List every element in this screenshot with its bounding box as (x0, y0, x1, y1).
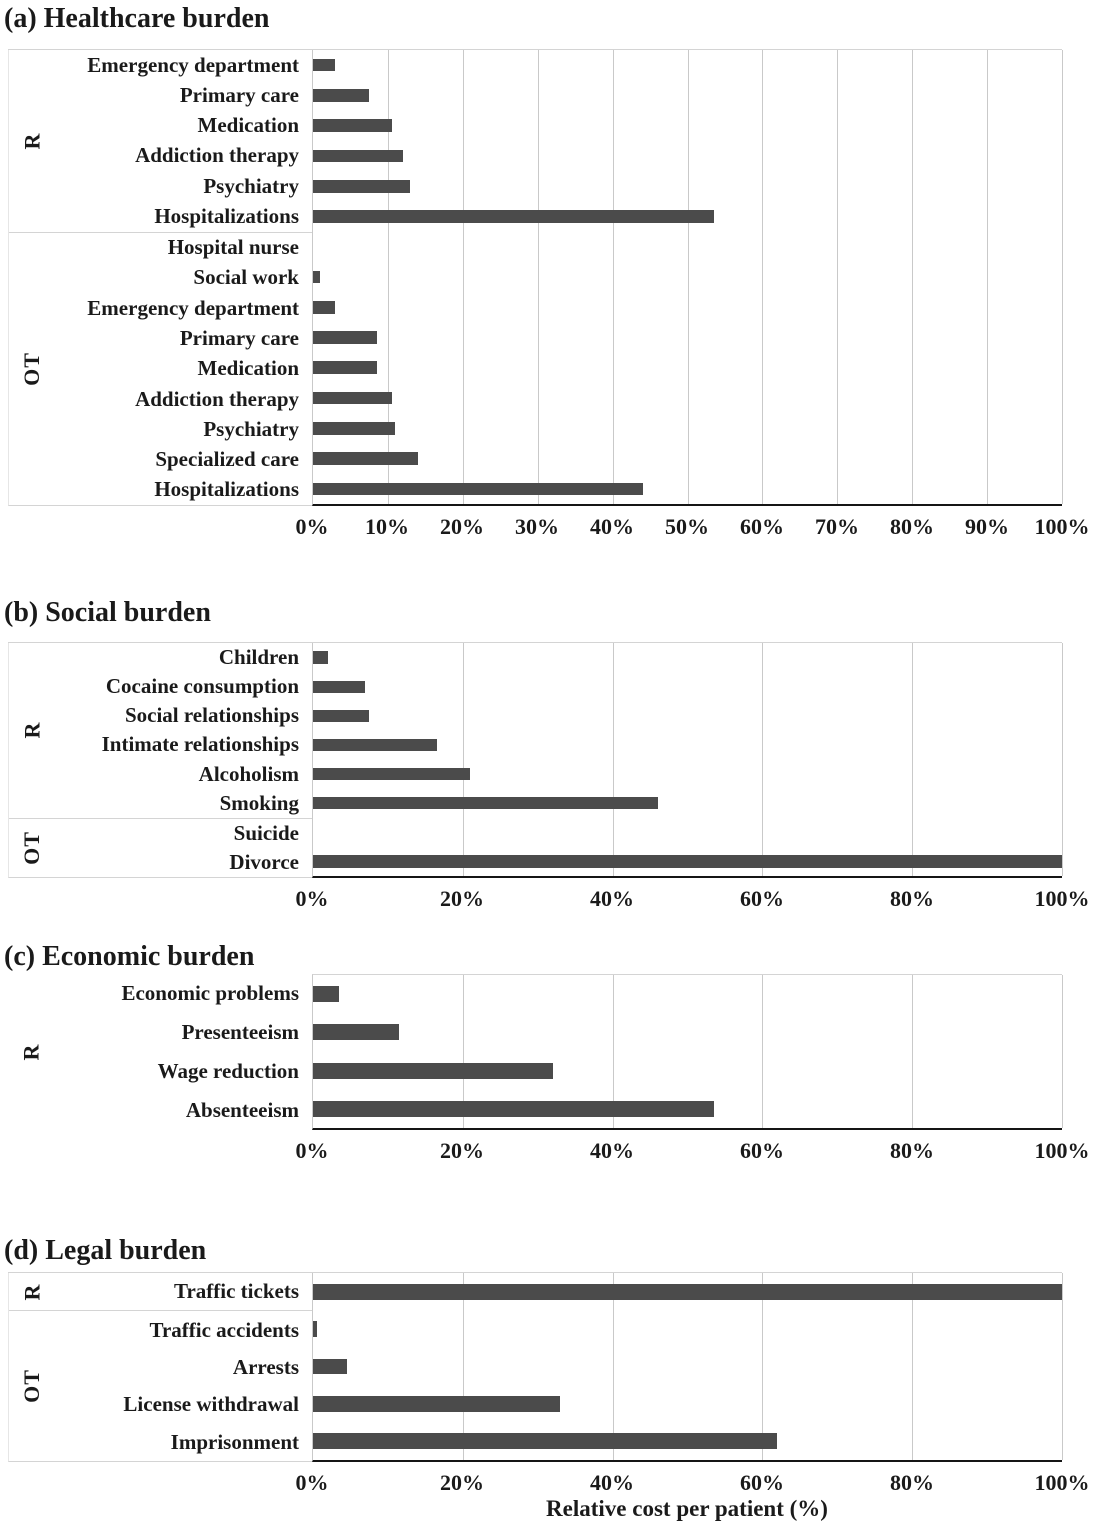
x-axis-ticks (295, 1462, 1090, 1495)
category-label: Social relationships (124, 703, 299, 728)
bar (313, 681, 365, 693)
bar-row (313, 701, 1062, 730)
chart-body (8, 974, 1062, 1130)
tick-label: 60% (740, 1470, 784, 1495)
bar-row (313, 760, 1062, 789)
tick-label: 0% (295, 514, 329, 539)
category-label: Intimate relationships (101, 732, 299, 757)
bar (313, 59, 335, 72)
bar-row (313, 847, 1062, 876)
tick-label: 0% (295, 886, 329, 911)
bar (313, 422, 395, 435)
category-label: Absenteeism (185, 1098, 299, 1122)
bar (313, 1359, 347, 1375)
bar-group-ot (313, 818, 1062, 876)
group-ot (9, 1310, 312, 1461)
category-labels (55, 643, 312, 818)
category-labels (55, 233, 312, 505)
bar (313, 1321, 317, 1337)
tick-label: 80% (890, 886, 934, 911)
bar-row (313, 232, 1062, 262)
bar-row (313, 262, 1062, 292)
plot-area (312, 643, 1062, 878)
group-r (9, 643, 312, 818)
group-label: R (18, 1283, 44, 1301)
category-label: Medication (197, 356, 299, 381)
group-label: R (17, 1043, 43, 1061)
tick-label: 80% (890, 514, 934, 539)
category-labels (55, 1311, 312, 1461)
tick-label: 0% (295, 1138, 329, 1163)
bar (313, 1284, 1062, 1300)
category-label: Medication (197, 113, 299, 138)
category-label: Alcoholism (198, 761, 299, 786)
bar (313, 1396, 560, 1412)
gridline (1062, 1273, 1063, 1460)
bar-row (313, 1090, 1062, 1128)
bar-group-ot (313, 232, 1062, 504)
category-label: Hospitalizations (154, 477, 299, 502)
tick-label: 10% (365, 514, 409, 539)
bar-row (313, 975, 1062, 1013)
bar-row (313, 353, 1062, 383)
x-axis-ticks (295, 1130, 1090, 1170)
category-label: Traffic tickets (174, 1279, 299, 1304)
category-label: Arrests (232, 1355, 299, 1380)
bar-row (313, 643, 1062, 672)
tick-label: 20% (440, 886, 484, 911)
bar-row (313, 1423, 1062, 1460)
bar (313, 180, 410, 193)
chart-body (8, 1272, 1062, 1462)
group-ot (9, 818, 312, 877)
tick-label: 0% (295, 1470, 329, 1495)
plot-area (312, 50, 1062, 506)
tick-label: 20% (440, 1138, 484, 1163)
group-label: OT (18, 830, 44, 865)
category-label: Addiction therapy (135, 386, 299, 411)
tick-label: 60% (740, 1138, 784, 1163)
bar-row (313, 413, 1062, 443)
bar (313, 271, 320, 284)
group-label-cell (9, 819, 55, 877)
gridline (1062, 50, 1063, 504)
category-label: Social work (193, 265, 299, 290)
bar (313, 1101, 714, 1117)
group-label-cell (9, 50, 55, 232)
bar-row (313, 1385, 1062, 1422)
category-axis (8, 974, 312, 1130)
bar-row (313, 1348, 1062, 1385)
bar (313, 710, 369, 722)
x-axis-ticks (295, 506, 1090, 546)
bar-group-ot (313, 1310, 1062, 1460)
bar-row (313, 1310, 1062, 1347)
category-labels (55, 819, 312, 877)
bar (313, 210, 714, 223)
chart-title: (a) Healthcare burden (4, 3, 270, 34)
tick-label: 50% (665, 514, 709, 539)
category-label: Emergency department (87, 52, 299, 77)
bar-row (313, 383, 1062, 413)
gridline (1062, 643, 1063, 876)
chart-body (8, 49, 1062, 506)
tick-label: 20% (440, 514, 484, 539)
bar (313, 1024, 399, 1040)
category-axis (8, 643, 312, 878)
group-r (9, 1273, 312, 1310)
group-label-cell (9, 233, 55, 505)
tick-label: 100% (1034, 1470, 1090, 1495)
category-label: Economic problems (121, 981, 299, 1005)
x-axis-title-row (312, 1492, 1062, 1530)
group-label-cell (9, 1273, 55, 1310)
bar-row (313, 1273, 1062, 1310)
tick-label: 80% (890, 1470, 934, 1495)
gridline (1062, 975, 1063, 1128)
bar (313, 797, 658, 809)
group-r (9, 50, 312, 232)
chart-title: (b) Social burden (4, 597, 211, 628)
chart-title: (d) Legal burden (4, 1235, 207, 1266)
category-label: License withdrawal (123, 1392, 299, 1417)
bar-row (313, 80, 1062, 110)
chart-a-healthcare-burden (0, 2, 1101, 546)
tick-label: 20% (440, 1470, 484, 1495)
bar-row (313, 50, 1062, 80)
category-label: Children (218, 645, 299, 670)
chart-d-legal-burden (0, 1234, 1101, 1495)
bar (313, 150, 403, 163)
bar-row (313, 730, 1062, 759)
category-label: Primary care (179, 326, 299, 351)
category-axis (8, 1273, 312, 1462)
x-axis-title: Relative cost per patient (%) (546, 1496, 828, 1521)
category-label: Psychiatry (203, 173, 299, 198)
bar-row (313, 1052, 1062, 1090)
category-labels (54, 974, 312, 1130)
chart-body (8, 642, 1062, 878)
category-axis (8, 50, 312, 506)
group-label-cell (8, 974, 54, 1130)
tick-label: 60% (740, 886, 784, 911)
tick-label: 30% (515, 514, 559, 539)
bar (313, 452, 418, 465)
plot-area (312, 974, 1062, 1130)
category-labels (55, 50, 312, 232)
chart-c-economic-burden (0, 940, 1101, 1170)
bar-row (313, 171, 1062, 201)
group-label: R (18, 132, 44, 150)
category-label: Traffic accidents (149, 1317, 299, 1342)
plot-area (312, 1273, 1062, 1462)
bar (313, 651, 328, 663)
tick-label: 40% (590, 514, 634, 539)
category-label: Specialized care (155, 447, 299, 472)
category-label: Addiction therapy (135, 143, 299, 168)
bar (313, 361, 377, 374)
category-label: Psychiatry (203, 416, 299, 441)
bar-row (313, 141, 1062, 171)
category-label: Emergency department (87, 295, 299, 320)
bar-row (313, 474, 1062, 504)
bar-row (313, 111, 1062, 141)
bar (313, 986, 339, 1002)
category-label: Smoking (219, 790, 299, 815)
tick-label: 40% (590, 1138, 634, 1163)
tick-label: 40% (590, 1470, 634, 1495)
tick-label: 100% (1034, 1138, 1090, 1163)
chart-b-social-burden (0, 596, 1101, 918)
category-label: Primary care (179, 82, 299, 107)
bar (313, 768, 470, 780)
category-label: Cocaine consumption (105, 674, 299, 699)
group-label: OT (18, 1369, 44, 1404)
chart-title: (c) Economic burden (4, 941, 255, 972)
tick-label: 80% (890, 1138, 934, 1163)
bar-row (313, 789, 1062, 818)
bar-row (313, 443, 1062, 473)
bar-row (313, 322, 1062, 352)
group-r (8, 974, 312, 1130)
group-label-cell (9, 643, 55, 818)
category-label: Hospitalizations (154, 203, 299, 228)
bar-group-r (313, 975, 1062, 1128)
bar (313, 89, 369, 102)
bar (313, 483, 643, 496)
group-label: R (18, 721, 44, 739)
category-label: Wage reduction (157, 1059, 299, 1083)
category-label: Suicide (233, 820, 299, 845)
bar-row (313, 292, 1062, 322)
bar-group-r (313, 50, 1062, 232)
bar (313, 301, 335, 314)
bar (313, 1063, 553, 1079)
bar-row (313, 201, 1062, 231)
category-label: Divorce (229, 849, 299, 874)
bar (313, 119, 392, 132)
bar-row (313, 818, 1062, 847)
bar-group-r (313, 643, 1062, 818)
category-label: Imprisonment (170, 1429, 299, 1454)
tick-label: 40% (590, 886, 634, 911)
bar (313, 855, 1062, 867)
x-axis-ticks (295, 878, 1090, 918)
group-label-cell (9, 1311, 55, 1461)
bar (313, 739, 437, 751)
category-label: Presenteeism (181, 1020, 299, 1044)
category-labels (55, 1273, 312, 1310)
bar-row (313, 1013, 1062, 1051)
bar (313, 392, 392, 405)
group-label: OT (18, 351, 44, 386)
bar (313, 1433, 777, 1449)
bar (313, 331, 377, 344)
category-label: Hospital nurse (167, 235, 299, 260)
bar-row (313, 672, 1062, 701)
tick-label: 90% (965, 514, 1009, 539)
tick-label: 100% (1034, 886, 1090, 911)
bar-group-r (313, 1273, 1062, 1310)
tick-label: 100% (1034, 514, 1090, 539)
group-ot (9, 232, 312, 505)
tick-label: 70% (815, 514, 859, 539)
tick-label: 60% (740, 514, 784, 539)
